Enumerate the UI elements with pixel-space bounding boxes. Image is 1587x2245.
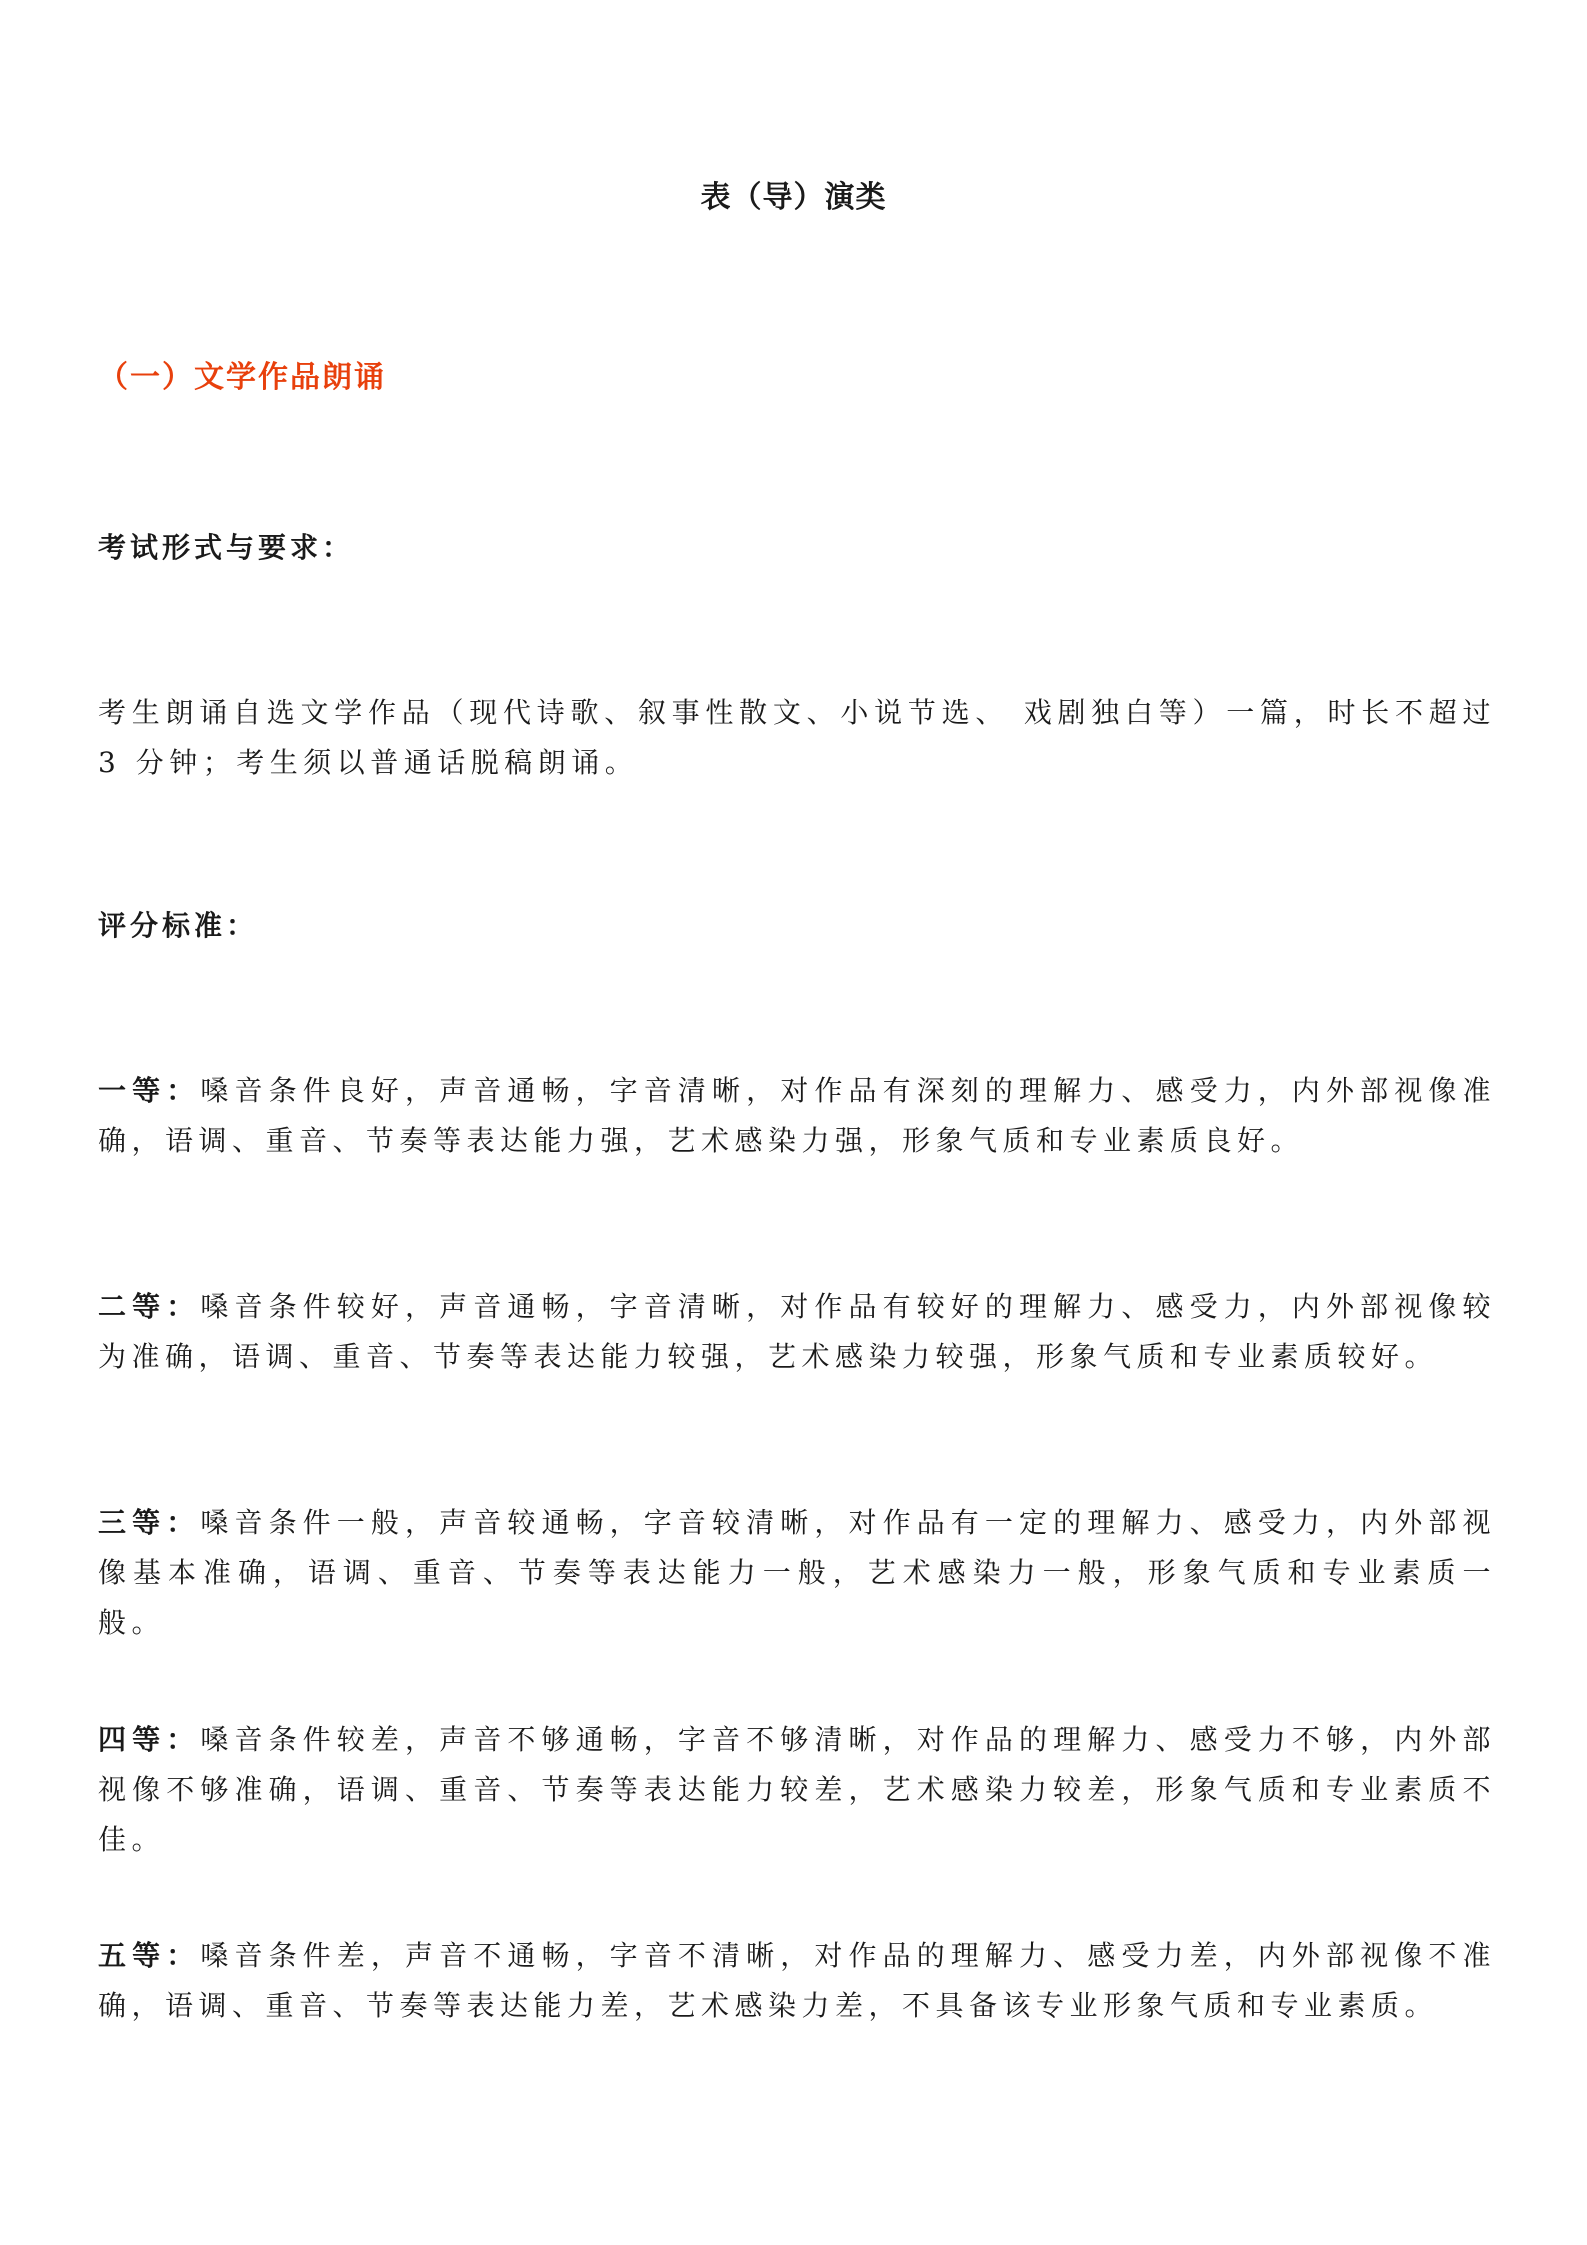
grade-label: 三等：	[98, 1506, 201, 1539]
grade-text: 嗓音条件较好，声音通畅，字音清晰，对作品有较好的理解力、感受力，内外部视像较为准确，语调、重音、节奏等表达能力较强，艺术感染力较强，形象气质和专业素质较好。	[98, 1290, 1496, 1373]
scoring-label: 评分标准：	[98, 909, 259, 942]
document-title: 表（导）演类	[700, 180, 887, 215]
grade-label: 二等：	[98, 1290, 201, 1323]
grade-paragraph-5	[98, 1931, 1496, 2031]
exam-format-label: 考试形式与要求：	[98, 531, 355, 564]
grade-paragraph-2	[98, 1282, 1496, 1382]
grade-paragraph-3	[98, 1498, 1496, 1648]
section-heading: （一）文学作品朗诵	[98, 360, 386, 395]
grade-label: 四等：	[98, 1723, 201, 1756]
grade-label: 五等：	[98, 1939, 201, 1972]
grade-paragraph-4	[98, 1715, 1496, 1865]
exam-format-text: 考生朗诵自选文学作品（现代诗歌、叙事性散文、小说节选、 戏剧独白等）一篇，时长不超过 3 分钟；考生须以普通话脱稿朗诵。	[98, 696, 1496, 779]
grade-label: 一等：	[98, 1074, 201, 1107]
grade-text: 嗓音条件良好，声音通畅，字音清晰，对作品有深刻的理解力、感受力，内外部视像准确，语调、重音、节奏等表达能力强，艺术感染力强，形象气质和专业素质良好。	[98, 1074, 1496, 1157]
grade-text: 嗓音条件一般，声音较通畅，字音较清晰，对作品有一定的理解力、感受力，内外部视像基本准确，语调、重音、节奏等表达能力一般，艺术感染力一般，形象气质和专业素质一般。	[98, 1506, 1496, 1639]
grade-text: 嗓音条件差，声音不通畅，字音不清晰，对作品的理解力、感受力差，内外部视像不准确，语调、重音、节奏等表达能力差，艺术感染力差，不具备该专业形象气质和专业素质。	[98, 1939, 1496, 2022]
grade-paragraph-1	[98, 1066, 1496, 1166]
grade-text: 嗓音条件较差，声音不够通畅，字音不够清晰，对作品的理解力、感受力不够，内外部视像不够准确，语调、重音、节奏等表达能力较差，艺术感染力较差，形象气质和专业素质不佳。	[98, 1723, 1496, 1856]
